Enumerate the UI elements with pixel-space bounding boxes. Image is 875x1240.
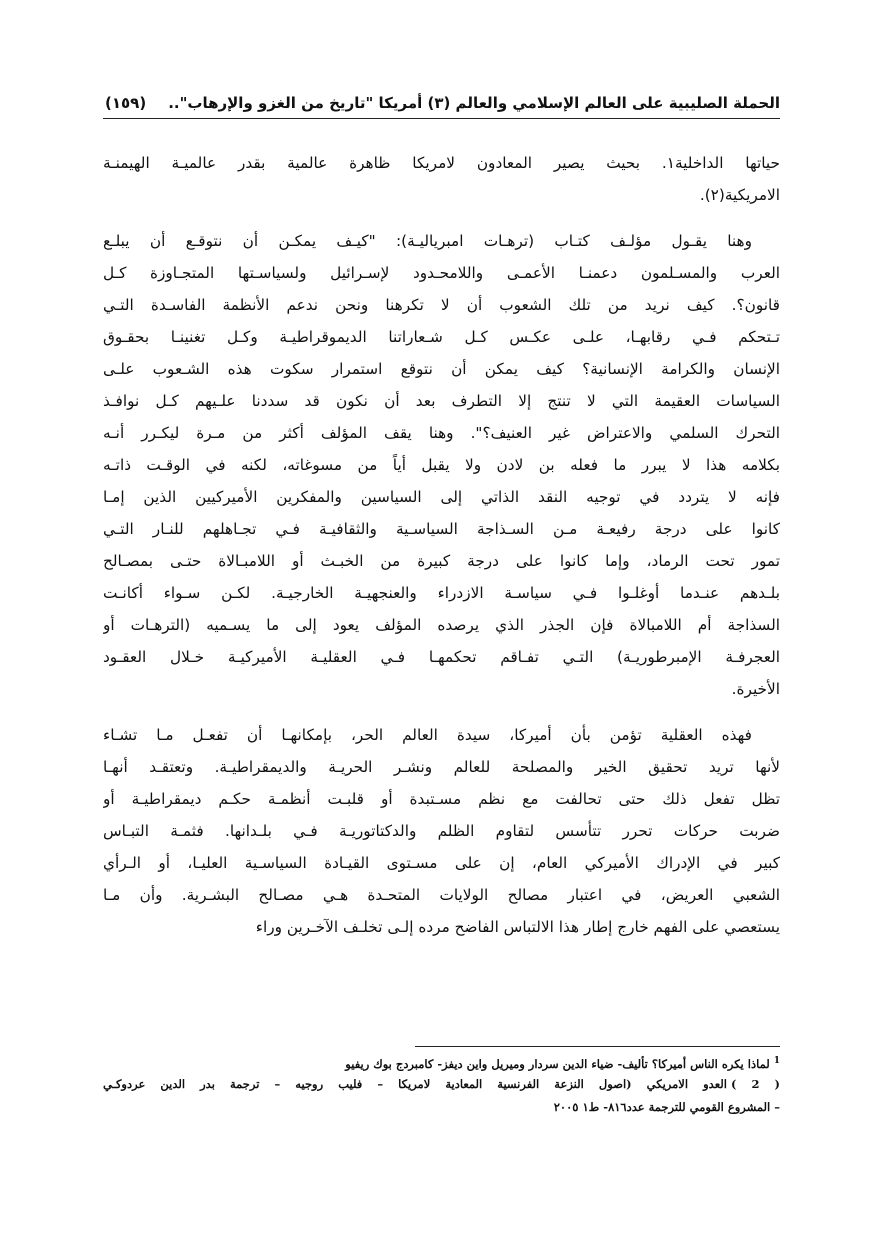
- text-line: قانون؟. كيف نريد من تلك الشعوب أن لا تكرهنا ونحن ندعم الأنظمة الفاسـدة التـي: [103, 296, 780, 314]
- text-line: تمور تحت الرماد، وإما كانوا على درجة كبيرة من الخبـث أو اللامبـالاة حتـى بمصـالح: [103, 552, 780, 570]
- footnote-text: لماذا يكره الناس أميركا؟ تأليف- ضياء الدين سردار وميريل واين ديفز- كامبردج بوك ريفيو: [345, 1056, 770, 1071]
- paragraph: [103, 147, 780, 211]
- footnote-marker: ( 2 ): [730, 1077, 781, 1091]
- footnote-text: – المشروع القومي للترجمة عدد٨١٦- ط١ ٢٠٠٥: [553, 1100, 780, 1114]
- text-line: الشعبي العريض، في اعتبار مصالح الولايات المتحـدة هـي مصـالح البشـرية. وأن مـا: [103, 886, 780, 904]
- text-line: بكلامه هذا لا يبرر ما فعله بن لادن ولا يقبل أياً من مسوغاته، لكنه في الوقـت ذاتـه: [103, 456, 780, 474]
- header-title: الحملة الصليبية على العالم الإسلامي والعالم (٣) أمريكا "تاريخ من الغزو والإرهاب"..: [168, 94, 780, 112]
- body-text: [103, 147, 780, 957]
- text-line: تظل تفعل ذلك حتى تحالفت مع نظم مسـتبدة أو قلبـت أنظمـة حكـم ديمقراطيـة أو: [103, 790, 780, 808]
- text-line: وهنا يقـول مؤلـف كتـاب (ترهـات امبرياليـة): "كيـف يمكـن أن نتوقـع أن يبلـع: [103, 232, 752, 250]
- text-line: يستعصي على الفهم خارج إطار هذا الالتباس الفاضح مرده إلـى تخلـف الآخـرين وراء: [255, 918, 780, 936]
- paragraph: [103, 719, 780, 943]
- text-line: تـتحكم فـي رقابهـا، علـى عكـس كـل شـعاراتنا الديموقراطيـة وكـل تغنينـا بحقـوق: [103, 328, 780, 346]
- text-line: بلـدهم عنـدما أوغلـوا فـي سياسـة الازدراء والعنجهيـة الخارجيـة. لكـن سـواء أكانـت: [103, 584, 780, 602]
- footnote-marker: 1: [773, 1056, 780, 1066]
- text-line: السذاجة أم اللامبالاة فإن الجذر الذي يرصده المؤلف يعود إلى ما يسـميه (الترهـات أو: [103, 616, 780, 634]
- text-line: كبير في الإدراك الأميركي العام، إن على مسـتوى القيـادة السياسـية العليـا، أو الـرأي: [103, 854, 780, 872]
- text-line: العجرفـة الإمبرطوريـة) التـي تفـاقم تحكمهـا فـي العقليـة الأميركيـة خـلال العقـود: [103, 648, 780, 666]
- footnotes: [103, 1050, 780, 1119]
- page-number: (١٥٩): [105, 94, 147, 112]
- text-line: الأخيرة.: [731, 680, 780, 698]
- text-line: ضربت حركات تحرر تتأسس لتقاوم الظلم والدكتاتوريـة فـي بلـدانها. فثمـة التبـاس: [103, 822, 780, 840]
- text-line: حياتها الداخلية١. بحيث يصير المعادون لامريكا ظاهرة عالمية بقدر عالميـة الهيمنـة: [103, 154, 780, 172]
- text-line: السياسات العقيمة التي لا تنتج إلا التطرف بعد أن نكون قد سددنا علـيهم كـل نوافـذ: [103, 392, 780, 410]
- footnote-line: [103, 1073, 780, 1096]
- footnote-separator: [415, 1046, 780, 1047]
- footnote-text: العدو الامريكي (اصول النزعة الفرنسية المعادية لامريكا – فليب روجيه – ترجمة بدر الدين عردوكـي: [103, 1077, 727, 1091]
- text-line: الإنسان والكرامة الإنسانية؟ كيف يمكن أن نتوقع استمرار سكوت هذه الشـعوب علـى: [103, 360, 780, 378]
- text-line: كانوا على درجة رفيعـة مـن السـذاجة السياسـية والثقافيـة فـي تجـاهلهم للنـار التـي: [103, 520, 780, 538]
- text-line: التحرك السلمي والاعتراض غير العنيف؟". وهنا يقف المؤلف أكثر من مـرة ليكـرر أنـه: [103, 424, 780, 442]
- running-header: [103, 88, 780, 119]
- text-line: الامريكية(٢).: [699, 186, 780, 204]
- footnote-line: [103, 1096, 780, 1119]
- paragraph: [103, 225, 780, 705]
- footnote-line: [103, 1050, 780, 1073]
- text-line: لأنها تريد تحقيق الخير والمصلحة للعالم ونشـر الحريـة والديمقراطيـة. وتعتقـد أنهـا: [103, 758, 780, 776]
- text-line: فهذه العقلية تؤمن بأن أميركا، سيدة العالم الحر، بإمكانهـا أن تفعـل مـا تشـاء: [103, 726, 752, 744]
- text-line: فإنه لا يتردد في توجيه النقد الذاتي إلى السياسين والمفكرين الأميركيين الذين إمـا: [103, 488, 780, 506]
- text-line: العرب والمسـلمون دعمنـا الأعمـى واللامحـدود لإسـرائيل ولسياسـتها المتجـاوزة كـل: [103, 264, 780, 282]
